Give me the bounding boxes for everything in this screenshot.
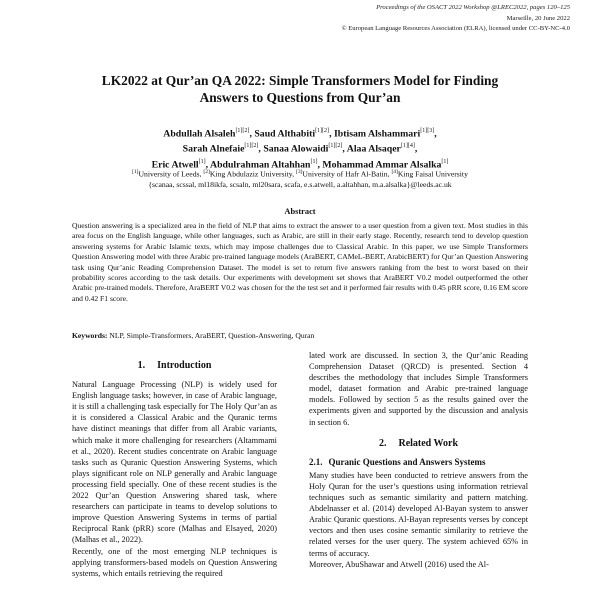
related-paragraph-2: Moreover, AbuShawar and Atwell (2016) used the Al- [309,559,489,569]
affil-mark: [2] [203,169,210,175]
title-line-2: Answers to Questions from Qur’an [199,90,401,105]
author-affil-mark: [1][4] [400,143,415,150]
subsection-number: 2.1. [309,456,323,467]
intro-paragraph-2: Recently, one of the most emerging NLP techniques is applying transformers-based models on Question Answering systems, which entails retrieving the required [72,546,277,578]
affiliation-line [40,167,560,180]
affil-name: King Faisal University [397,169,468,179]
keywords-label: Keywords: [72,331,108,340]
author-affil-mark: [1][2] [235,128,250,134]
right-column [309,350,528,570]
author-name: Eric Atwell [151,159,199,171]
author-affil-mark: [1] [310,158,318,165]
author-affil-mark: [1][2] [328,143,343,150]
author-name: Sarah Alnefaie [182,143,245,155]
author-name: Sanaa Alowaidi [263,143,329,155]
section-heading-introduction [72,360,277,371]
author-line-1: Abdullah Alsaleh[1][2], Saud Althabiti[1][2], Ibtisam Alshammari[1][3], [163,128,437,140]
section-heading-related-work [309,438,528,449]
header-license: © European Language Resources Association (ELRA), licensed under CC-BY-NC-4.0 [341,25,570,32]
author-name: Alaa Alsaqer [346,143,401,155]
affil-name: King Abdulaziz University, [209,169,296,179]
section-number: 1. [137,360,146,371]
section-title: Related Work [398,437,459,449]
author-affil-mark: [1] [198,158,206,165]
abstract-heading: Abstract [284,207,316,216]
author-name: Mohammad Ammar Alsalka [322,159,442,171]
author-affil-mark: [1][2] [315,128,330,134]
header-venue: Proceedings of the OSACT 2022 Workshop @LREC2022, pages 120–125 [376,4,570,11]
author-list [40,125,560,171]
abstract-body: Question answering is a specialized area in the field of NLP that aims to extract the answer to a user question from a given text. Most studies in this area focus on the English language, while other languages, such as Arabic, are still in their early stage. Recently, research tend to develop question answering systems for Arabic Islamic texts, which may impose challenges due to Classical Arabic. In this paper, we use Simple Transformers Question Answering model with three Arabic pre-trained language models (AraBERT, CAMeL-BERT, ArabicBERT) for Qur’an Question Answering task using Qur’anic Reading Comprehension Dataset. The model is set to return five answers ranking from the best to worst based on their probability scores according to the task details. Our experiments with development set shows that AraBERT V0.2 model outperformed the other Arabic pre-trained models. Therefore, AraBERT V0.2 was chosen for the the test set and it performed fair results with 0.45 pRR score, 0.16 EM score and 0.42 F1 score. [72,221,528,303]
author-affil-mark: [1][3] [420,128,435,134]
related-paragraph-1: Many studies have been conducted to retrieve answers from the Holy Quran for the user’s questions using information retrieval techniques such as semantic similarity and pattern matching. Abdelnasser et al. (2014) developed Al-Bayan system to answer Arabic Quranic questions. Al-Bayan represents verses by concept vectors and then uses cosine semantic similarity to retrieve the related verses for the user query. The system achieved 65% in terms of accuracy. [309,470,528,558]
author-affil-mark: [1] [441,158,449,165]
author-line-3: Eric Atwell[1], Abdulrahman Altahhan[1], Mohammad Ammar Alsalka[1] [151,158,449,171]
intro-paragraph-continued: lated work are discussed. In section 3, the Qur’anic Reading Comprehension Dataset (QRCD) is presented. Section 4 describes the methodology that includes Simple Transformers model, dataset formation and Arabic pre-trained language models. Followed by section 5 as the results gained over the experiments given and supported by the discussion and analysis in section 6. [309,351,528,427]
paper-title [40,72,560,106]
affil-name: University of Leeds, [138,169,204,179]
author-affil-mark: [1][2] [244,143,259,150]
author-line-2: Sarah Alnefaie[1][2], Sanaa Alowaidi[1][2], Alaa Alsaqer[1][4], [182,143,418,155]
affil-mark: [1] [132,169,139,175]
author-name: Ibtisam Alshammari [333,128,421,140]
header-location: Marseille, 20 June 2022 [506,14,570,22]
subsection-title: Quranic Questions and Answers Systems [328,456,486,467]
proceedings-header [170,3,570,35]
affil-mark: [3] [296,169,303,175]
author-emails: {scanaa, scssal, ml18ikfa, scsaln, ml20sara, scafa, e.s.atwell, a.altahhan, m.a.alsalka}@leeds.ac.uk [148,180,452,190]
author-name: Abdullah Alsaleh [163,128,236,140]
keywords [72,331,528,341]
subsection-heading [309,457,528,468]
section-title: Introduction [157,360,212,371]
title-line-1: LK2022 at Qur’an QA 2022: Simple Transformers Model for Finding [101,73,499,88]
section-number: 2. [378,437,387,449]
intro-paragraph-1: Natural Language Processing (NLP) is widely used for English language tasks; however, in case of Arabic language, it is still a challenging task especially for The Holy Qur’an as it is considered a Classical Arabic and the Quranic terms have distinct meanings that differ from all Arabic variants, which make it more challenging for researchers (Altammami et al., 2020). Recent studies concentrate on Arabic language tasks such as Quranic Question Answering Systems, which plays significant role on NLP generally and Arabic language processing field specially. One of these recent studies is the 2022 Qur’an Question Answering shared task, where researchers can participate in teams to develop solutions to improve Question Answering Systems in terms of partial Reciprocal Rank (pRR) score (Malhas and Elsayed, 2020) (Malhas et al., 2022). [72,380,277,545]
affiliations [40,167,560,191]
affil-name: University of Hafr Al-Batin, [302,169,392,179]
left-column [72,350,277,579]
author-name: Saud Althabiti [254,128,316,140]
author-name: Abdulrahman Altahhan [210,159,311,171]
affil-mark: [4] [391,169,398,175]
keywords-list: NLP, Simple-Transformers, AraBERT, Question-Answering, Quran [107,331,315,340]
